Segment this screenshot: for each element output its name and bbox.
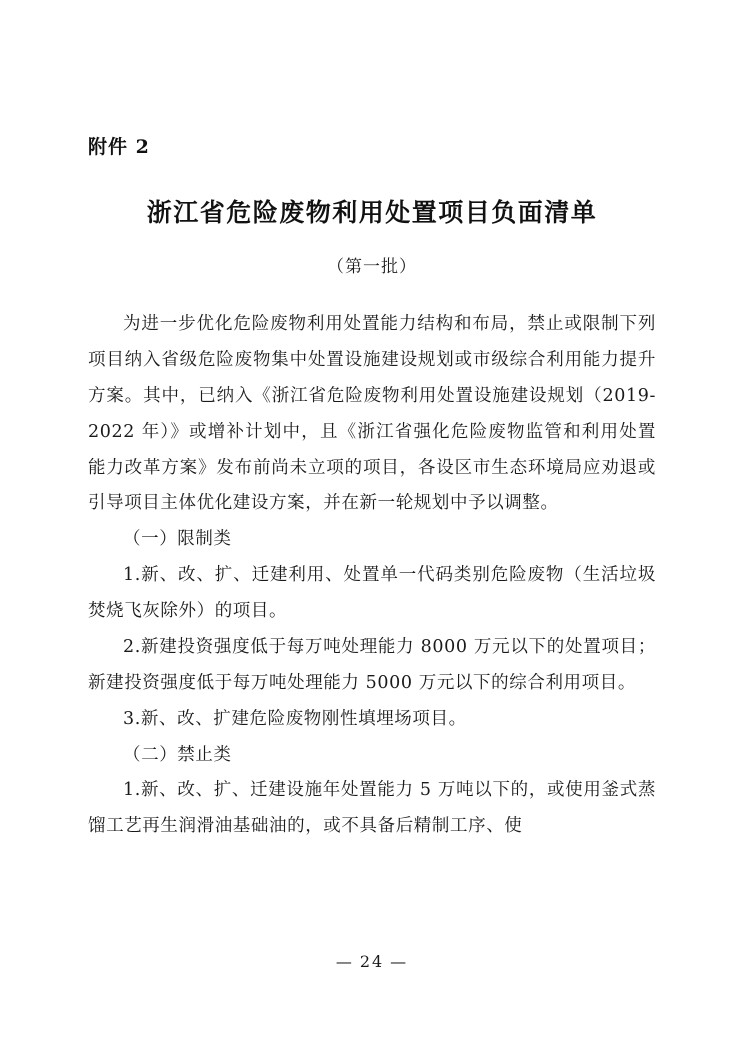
paragraph-restricted-item-1: 1.新、改、扩、迁建利用、处置单一代码类别危险废物（生活垃圾焚烧飞灰除外）的项目。 [88,565,656,621]
footer-dash-right: — [390,952,409,971]
paragraph-restricted-item-2: 2.新建投资强度低于每万吨处理能力 8000 万元以下的处置项目；新建投资强度低于每万吨处理能力 5000 万元以下的综合利用项目。 [88,636,656,693]
paragraph-prohibited-item-1: 1.新、改、扩、迁建设施年处置能力 5 万吨以下的，或使用釜式蒸馏工艺再生润滑油基础油的，或不具备后精制工序、使 [88,780,656,837]
paragraph-intro: 为进一步优化危险废物利用处置能力结构和布局，禁止或限制下列项目纳入省级危险废物集中处置设施建设规划或市级综合利用能力提升方案。其中，已纳入《浙江省危险废物利用处置设施建设规划（2019-2022 年）》或增补计划中，且《浙江省强化危险废物监管和利用处置能力改革方案》发布前尚未立项的项目，各设区市生态环境局应劝退或引导项目主体优化建设方案，并在新一轮规划中予以调整。 [88,314,656,514]
page-content [88,132,656,845]
page-number: 24 [359,952,385,971]
page-footer [0,952,744,971]
footer-dash-left: — [335,952,354,971]
paragraph-section-restricted-heading: （一）限制类 [123,529,232,550]
paragraph-restricted-item-3: 3.新、改、扩建危险废物刚性填埋场项目。 [123,708,467,729]
page-title: 浙江省危险废物利用处置项目负面清单 [146,198,598,227]
document-subtitle: （第一批） [327,257,417,277]
attachment-label: 附件 2 [88,136,150,158]
paragraph-section-prohibited-heading: （二）禁止类 [123,744,232,765]
